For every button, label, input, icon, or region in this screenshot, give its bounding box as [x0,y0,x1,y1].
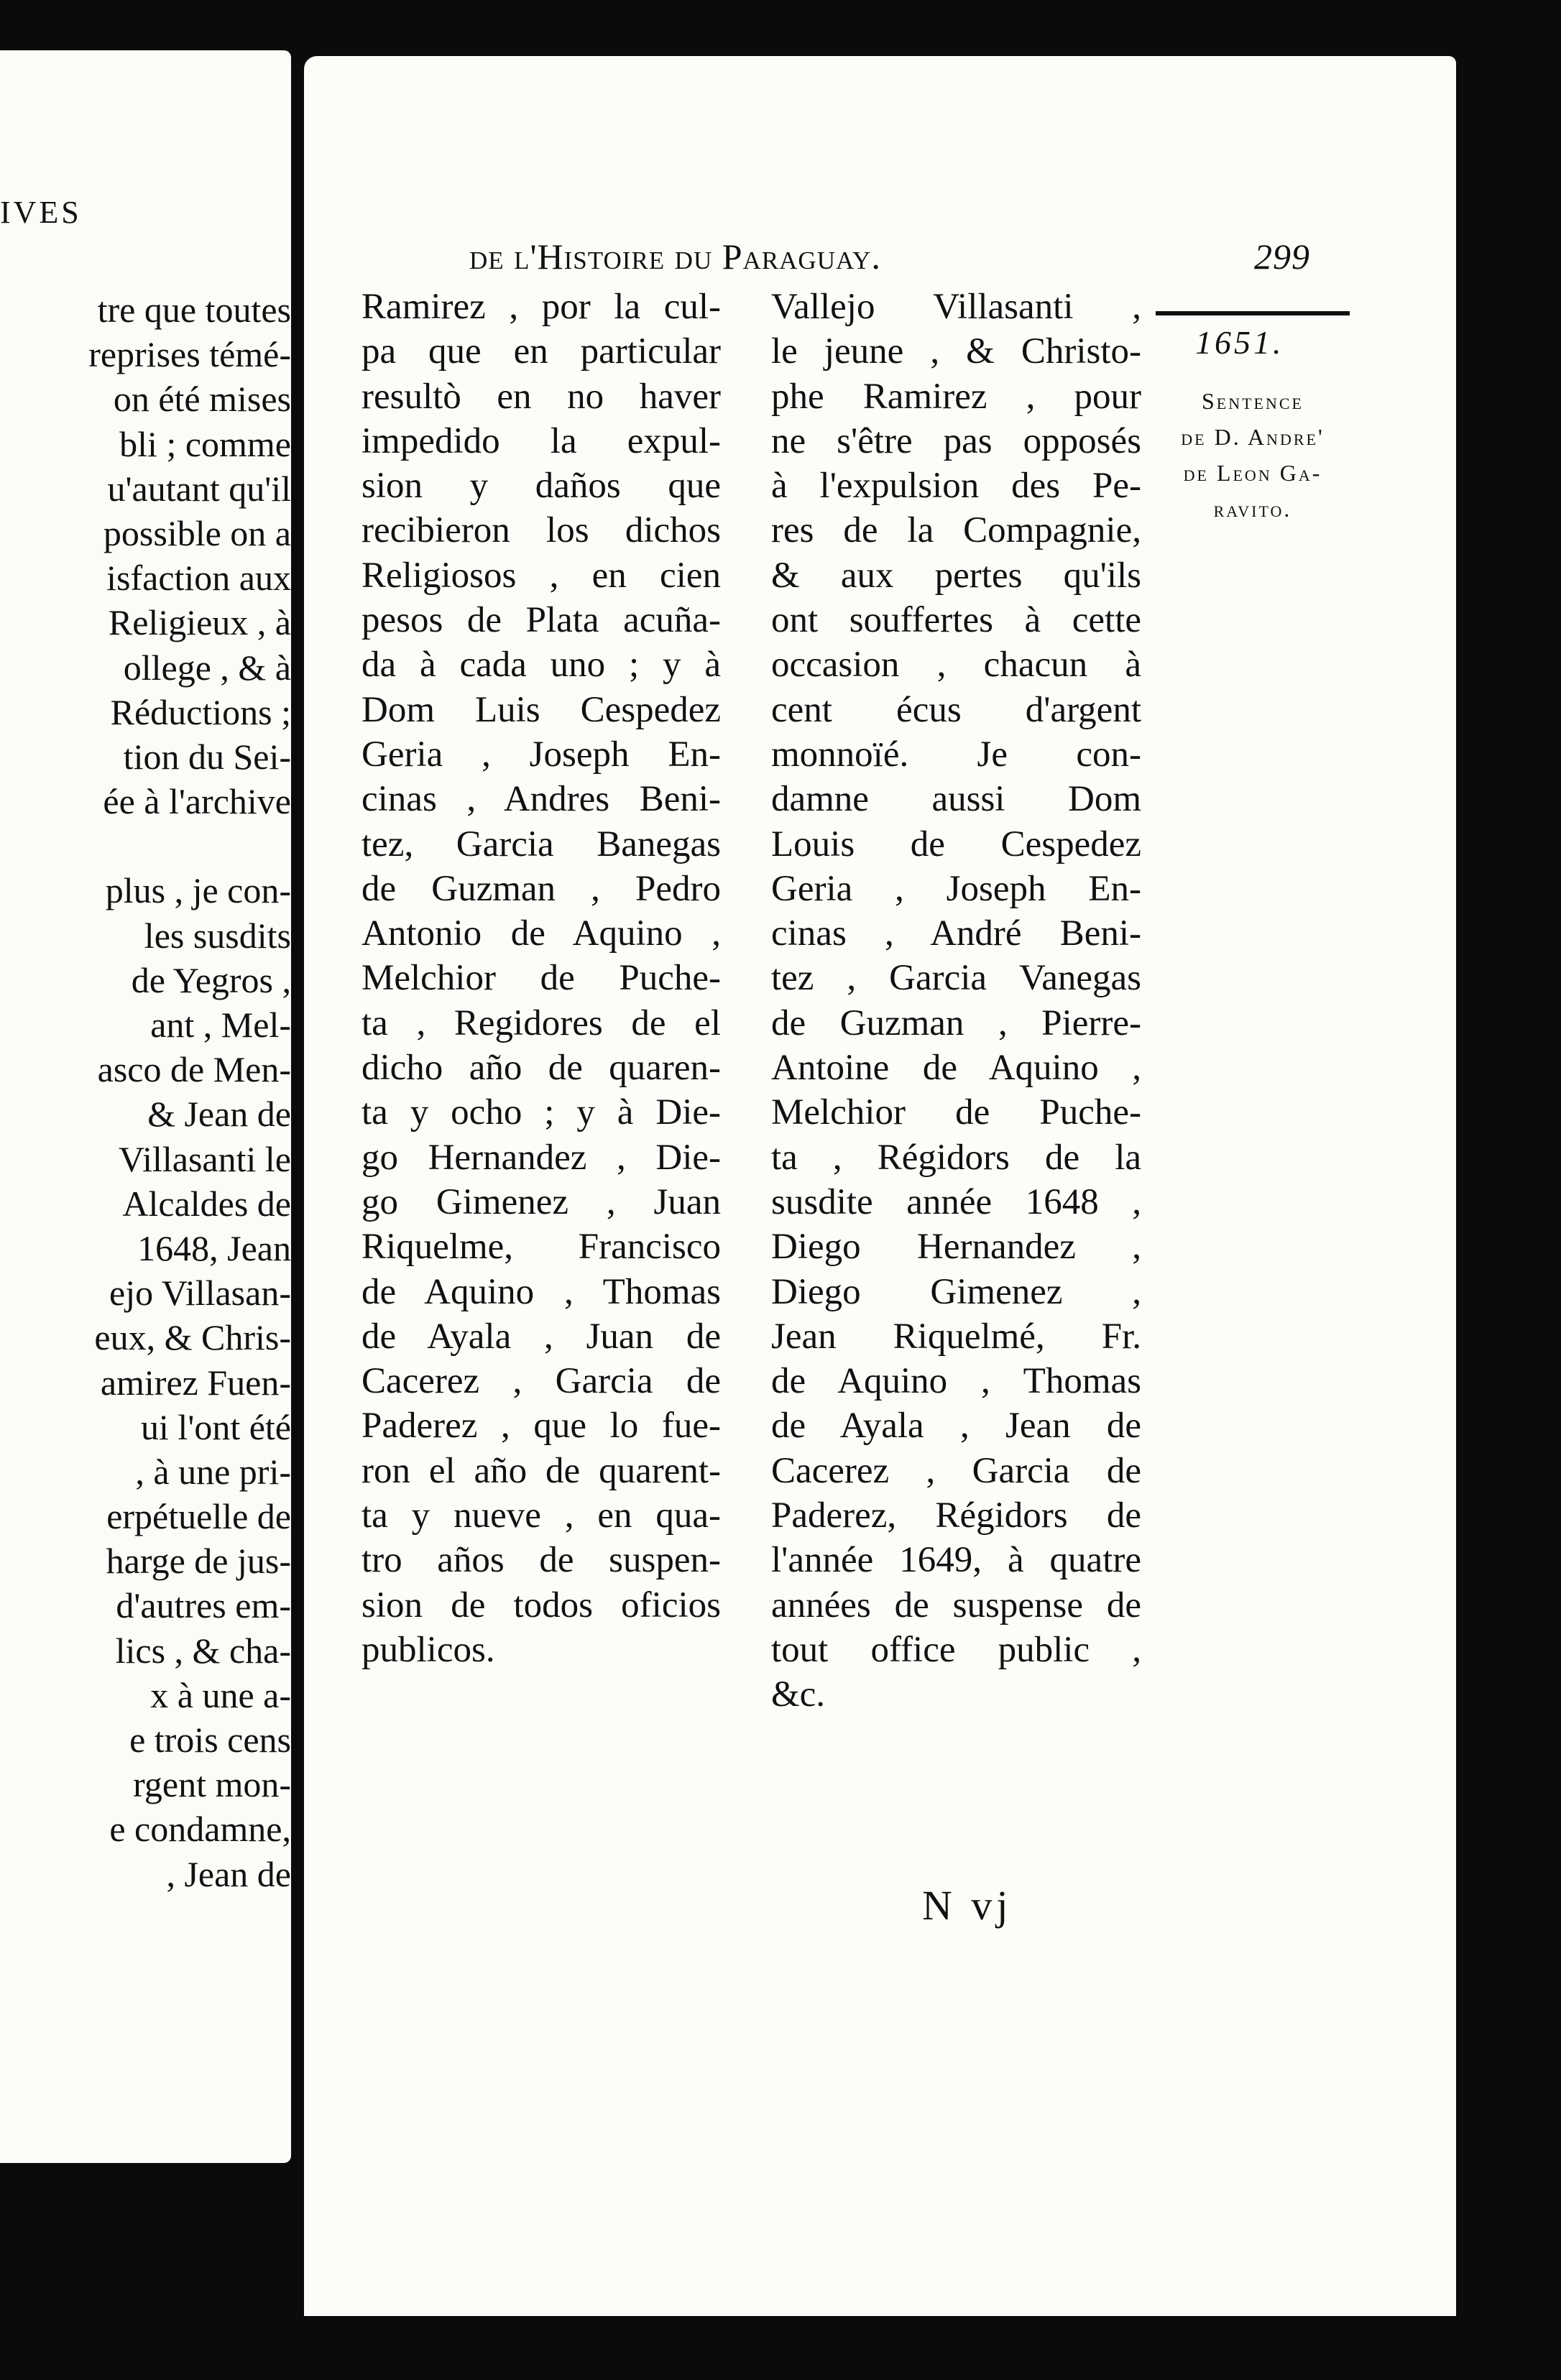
left-text-line: tre que toutes [97,290,291,330]
spanish-text-line: tro años de suspen- [362,1540,721,1581]
french-text-line: occasion , chacun à [771,645,1141,686]
french-text-line: Jean Riquelmé, Fr. [771,1316,1141,1357]
french-text-line: tez , Garcia Vanegas [771,958,1141,999]
left-text-line: asco de Men- [97,1049,291,1090]
left-text-line: Réductions ; [110,691,291,732]
french-text-line: ne s'être pas opposés [771,420,1141,461]
spanish-text-line: go Gimenez , Juan [362,1181,721,1222]
spanish-text-line: de Aquino , Thomas [362,1271,721,1312]
left-page [0,50,291,2163]
left-text-line: bli ; comme [119,423,291,464]
left-text-line: ollege , & à [123,647,291,688]
french-text-line: Vallejo Villasanti , [771,287,1141,327]
french-text-line: Louis de Cespedez [771,824,1141,864]
spanish-text-line: Melchior de Puche- [362,958,721,999]
running-head [469,236,1310,277]
left-text-line: isfaction aux [106,558,291,599]
french-text-line: Antoine de Aquino , [771,1048,1141,1089]
left-text-block [4,287,291,1896]
left-text-line: d'autres em- [116,1585,291,1626]
margin-note-line: de D. Andre' [1181,424,1325,450]
right-page [304,56,1456,2316]
spanish-text-line: dicho año de quaren- [362,1048,721,1089]
left-text-line: les susdits [144,915,291,956]
spanish-text-line: recibieron los dichos [362,510,721,551]
spanish-text-line: ta y ocho ; y à Die- [362,1092,721,1133]
spanish-text-line: Dom Luis Cespedez [362,689,721,730]
left-text-line: possible on a [103,512,291,553]
french-text-line: de Ayala , Jean de [771,1406,1141,1447]
left-text-line: plus , je con- [105,870,291,911]
french-column [771,285,1141,1717]
left-text-line: de Yegros , [131,959,291,1000]
french-text-line: Cacerez , Garcia de [771,1450,1141,1491]
french-text-line: de Aquino , Thomas [771,1361,1141,1402]
left-text-line: Religieux , à [108,602,291,643]
margin-year: 1651. [1195,324,1284,361]
left-text-line: , à une pri- [135,1451,291,1492]
spanish-text-line: sion de todos oficios [362,1585,721,1625]
spanish-text-line: da à cada uno ; y à [362,645,721,686]
left-text-line: eux, & Chris- [94,1317,291,1358]
left-text-line: amirez Fuen- [100,1362,291,1403]
spanish-text-line: ta y nueve , en qua- [362,1495,721,1536]
left-text-line: , Jean de [166,1853,291,1894]
left-text-line: x à une a- [150,1674,291,1715]
margin-note [1145,383,1360,527]
spanish-text-line: Paderez , que lo fue- [362,1406,721,1447]
french-text-line: ont souffertes à cette [771,600,1141,641]
french-text-line: & aux pertes qu'ils [771,555,1141,596]
left-text-line: harge de jus- [106,1541,291,1582]
left-text-line: ant , Mel- [150,1005,291,1045]
french-text-line: susdite année 1648 , [771,1181,1141,1222]
spanish-text-line: Antonio de Aquino , [362,913,721,954]
spanish-text-line: publicos. [362,1629,495,1670]
spanish-text-line: Cacerez , Garcia de [362,1361,721,1402]
left-text-line: Villasanti le [119,1138,291,1179]
french-text-line: Paderez, Régidors de [771,1495,1141,1536]
margin-rule [1156,311,1350,315]
french-text-line: ta , Régidors de la [771,1137,1141,1178]
gutter [291,50,304,2206]
spanish-text-line: pesos de Plata acuña- [362,600,721,641]
french-text-line: à l'expulsion des Pe- [771,466,1141,507]
left-text-line: e trois cens [129,1720,291,1760]
left-text-line: reprises témé- [88,334,291,375]
french-text-line: cent écus d'argent [771,689,1141,730]
french-text-line: Diego Gimenez , [771,1271,1141,1312]
spanish-text-line: de Ayala , Juan de [362,1316,721,1357]
left-running-head: IVES [0,195,82,230]
french-text-line: Melchior de Puche- [771,1092,1141,1133]
left-text-line: lics , & cha- [115,1630,291,1671]
french-text-line: res de la Compagnie, [771,510,1141,551]
spanish-text-line: Riquelme, Francisco [362,1227,721,1268]
spanish-text-line: Ramirez , por la cul- [362,287,721,327]
left-text-line: ée à l'archive [103,781,291,822]
spanish-text-line: Geria , Joseph En- [362,734,721,775]
french-text-line: de Guzman , Pierre- [771,1002,1141,1043]
running-head-title: de l'Histoire du Paraguay. [469,236,881,277]
spanish-text-line: ron el año de quarent- [362,1450,721,1491]
french-text-line: Geria , Joseph En- [771,868,1141,909]
spanish-text-line: Religiosos , en cien [362,555,721,596]
french-text-line: le jeune , & Christo- [771,331,1141,372]
left-text-line: ui l'ont été [141,1406,291,1447]
left-text-line: on été mises [113,379,291,420]
margin-note-line: ravito. [1213,496,1292,522]
left-text-line: e condamne, [109,1809,291,1850]
french-text-line: tout office public , [771,1629,1141,1670]
left-text-line: erpétuelle de [106,1496,291,1537]
french-text-line: années de suspense de [771,1585,1141,1625]
french-text-line: phe Ramirez , pour [771,376,1141,417]
spanish-text-line: pa que en particular [362,331,721,372]
left-text-line: rgent mon- [133,1764,291,1805]
left-text-line: u'autant qu'il [107,468,291,509]
signature-mark: N vj [922,1882,1013,1929]
french-text-line: damne aussi Dom [771,779,1141,820]
french-text-line: &c. [771,1674,826,1715]
left-text-line: Alcaldes de [122,1183,291,1224]
left-text-line: & Jean de [147,1094,291,1135]
page-number: 299 [1254,236,1310,277]
spanish-text-line: de Guzman , Pedro [362,868,721,909]
spanish-text-line: ta , Regidores de el [362,1002,721,1043]
left-text-line: tion du Sei- [123,736,291,777]
left-text-line [4,824,291,868]
spanish-text-line: sion y daños que [362,466,721,507]
left-text-line: ejo Villasan- [109,1273,291,1314]
french-text-line: l'année 1649, à quatre [771,1540,1141,1581]
spanish-text-line: resultò en no haver [362,376,721,417]
spanish-text-line: impedido la expul- [362,420,721,461]
margin-note-line: de Leon Ga- [1183,460,1322,486]
spanish-text-line: go Hernandez , Die- [362,1137,721,1178]
spanish-text-line: cinas , Andres Beni- [362,779,721,820]
french-text-line: Diego Hernandez , [771,1227,1141,1268]
french-text-line: monnoïé. Je con- [771,734,1141,775]
french-text-line: cinas , André Beni- [771,913,1141,954]
spanish-column [362,285,721,1672]
left-text-line: 1648, Jean [137,1227,291,1268]
margin-note-line: Sentence [1202,388,1304,414]
spanish-text-line: tez, Garcia Banegas [362,824,721,864]
